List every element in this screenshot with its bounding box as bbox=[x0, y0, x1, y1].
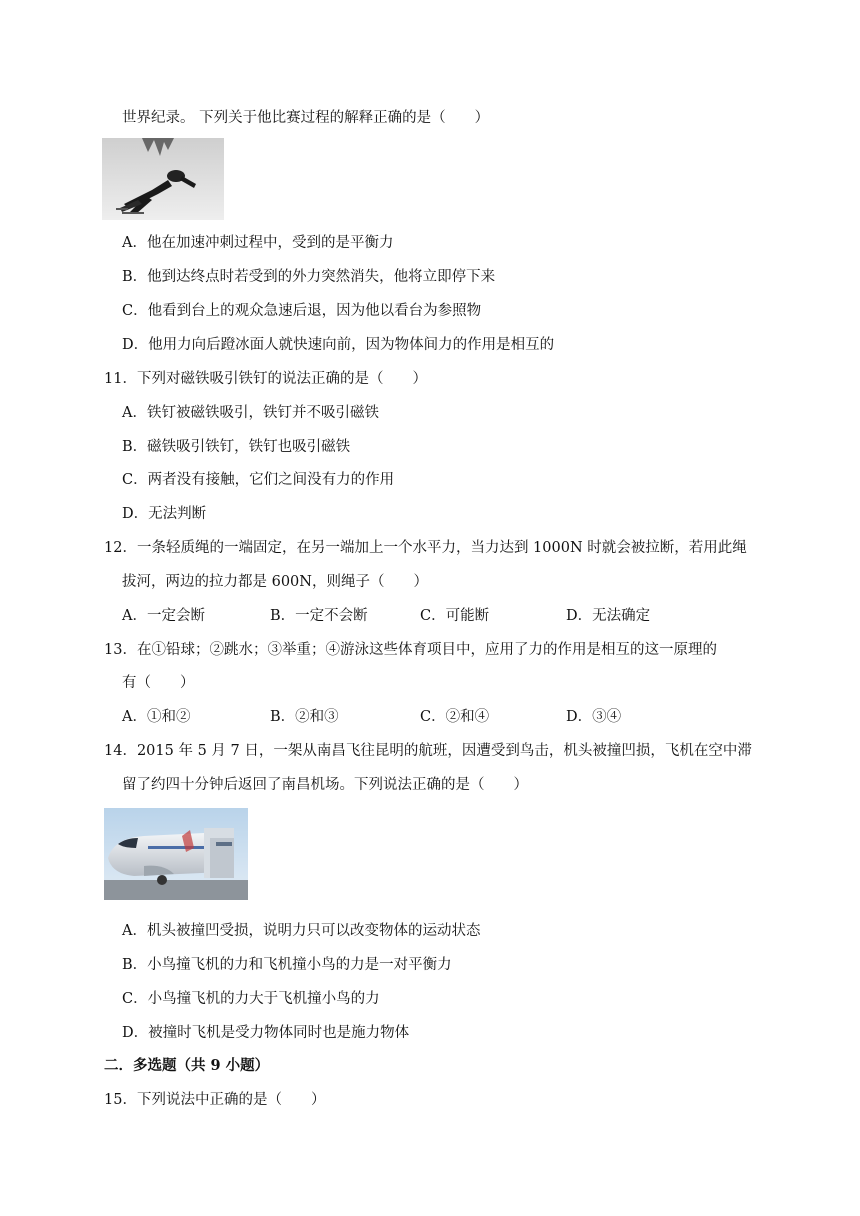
q13-option-d: D．③④ bbox=[566, 709, 622, 725]
q10-option-a: A．他在加速冲刺过程中，受到的是平衡力 bbox=[122, 235, 394, 251]
q11-stem: 11．下列对磁铁吸引铁钉的说法正确的是（ ） bbox=[104, 371, 427, 387]
q14-option-c: C．小鸟撞飞机的力大于飞机撞小鸟的力 bbox=[122, 991, 380, 1007]
q10-option-c: C．他看到台上的观众急速后退，因为他以看台为参照物 bbox=[122, 303, 482, 319]
q11-option-b: B．磁铁吸引铁钉，铁钉也吸引磁铁 bbox=[122, 439, 351, 455]
q12-option-a: A．一定会断 bbox=[122, 608, 205, 624]
airplane-photo bbox=[104, 808, 248, 900]
q10-option-b: B．他到达终点时若受到的外力突然消失，他将立即停下来 bbox=[122, 269, 496, 285]
q12-option-b: B．一定不会断 bbox=[270, 608, 368, 624]
section-heading-multiple-choice: 二．多选题（共 9 小题） bbox=[104, 1057, 270, 1074]
q14-option-a: A．机头被撞凹受损，说明力只可以改变物体的运动状态 bbox=[122, 923, 481, 939]
q14-option-b: B．小鸟撞飞机的力和飞机撞小鸟的力是一对平衡力 bbox=[122, 957, 452, 973]
q10-option-d: D．他用力向后蹬冰面人就快速向前，因为物体间力的作用是相互的 bbox=[122, 337, 555, 353]
q11-option-d: D．无法判断 bbox=[122, 506, 207, 522]
q11-option-a: A．铁钉被磁铁吸引，铁钉并不吸引磁铁 bbox=[122, 405, 379, 421]
q12-option-d: D．无法确定 bbox=[566, 608, 651, 624]
q13-stem-line2: 有（ ） bbox=[122, 675, 195, 691]
q13-stem-line1: 13．在①铅球；②跳水；③举重；④游泳这些体育项目中，应用了力的作用是相互的这一原理的 bbox=[104, 642, 717, 658]
q13-option-a: A．①和② bbox=[122, 709, 191, 725]
q12-stem-line1: 12．一条轻质绳的一端固定，在另一端加上一个水平力，当力达到 1000N 时就会被拉断，若用此绳 bbox=[104, 540, 747, 556]
q14-option-d: D．被撞时飞机是受力物体同时也是施力物体 bbox=[122, 1025, 410, 1041]
skater-photo bbox=[102, 138, 224, 220]
q13-option-c: C．②和④ bbox=[420, 709, 490, 725]
q12-option-c: C．可能断 bbox=[420, 608, 490, 624]
q13-option-b: B．②和③ bbox=[270, 709, 339, 725]
q14-stem-line2: 留了约四十分钟后返回了南昌机场。下列说法正确的是（ ） bbox=[122, 777, 528, 793]
q15-stem: 15．下列说法中正确的是（ ） bbox=[104, 1092, 326, 1108]
q10-stem-tail: 世界纪录。 下列关于他比赛过程的解释正确的是（ ） bbox=[122, 110, 490, 126]
q14-stem-line1: 14．2015 年 5 月 7 日，一架从南昌飞往昆明的航班，因遭受到鸟击，机头被撞凹损，飞机在空中滞 bbox=[104, 743, 752, 759]
q11-option-c: C．两者没有接触，它们之间没有力的作用 bbox=[122, 472, 395, 488]
q12-stem-line2: 拔河，两边的拉力都是 600N，则绳子（ ） bbox=[122, 574, 428, 590]
